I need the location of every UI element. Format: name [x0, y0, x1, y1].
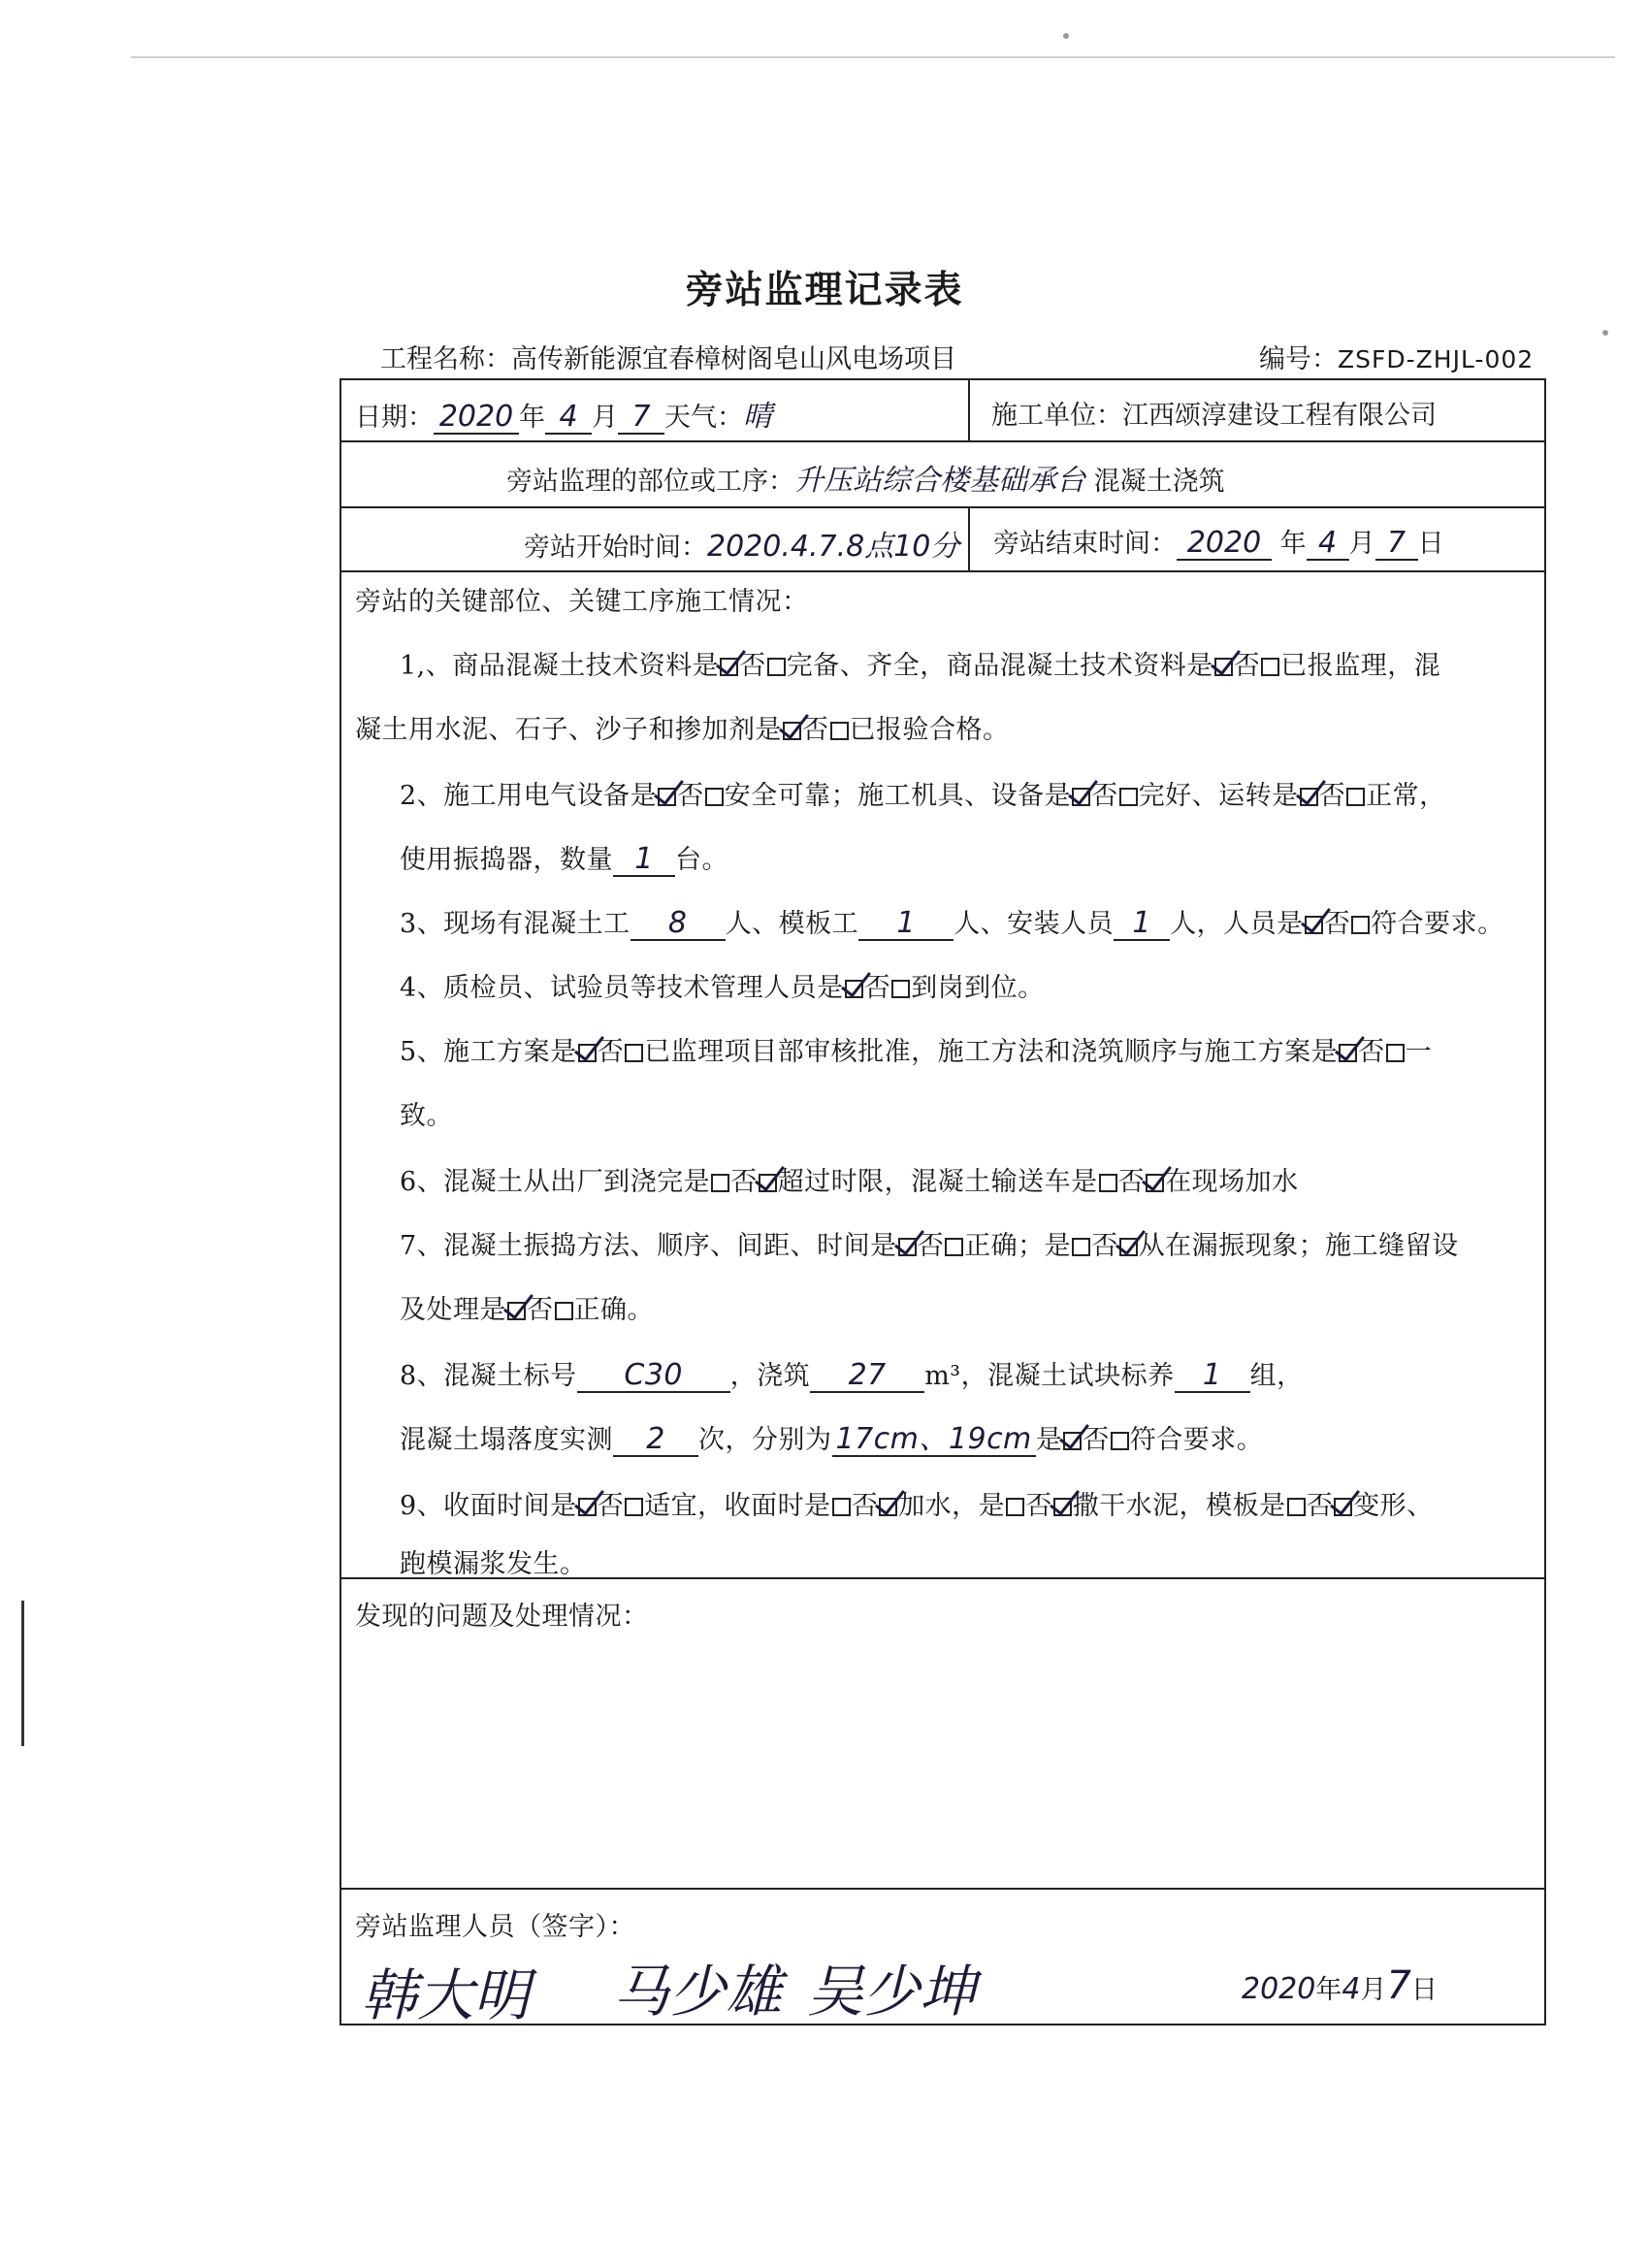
column-divider [968, 508, 970, 570]
checkbox[interactable] [555, 1302, 573, 1320]
scan-edge-mark [21, 1601, 24, 1746]
slump-values: 17cm、19cm [832, 1423, 1036, 1457]
vibrator-count: 1 [613, 843, 675, 877]
signature-name: 马少雄 [613, 1959, 783, 2025]
project-label: 工程名称： [380, 344, 511, 374]
checkbox[interactable] [845, 980, 863, 998]
issues-heading: 发现的问题及处理情况： [355, 1602, 649, 1632]
signature-year: 2020 [1242, 1972, 1316, 2006]
checkbox[interactable] [830, 722, 849, 740]
concrete-workers: 8 [630, 907, 726, 941]
item-2-line-1: 2、施工用电气设备是 否 安全可靠；施工机具、设备是 否 完好、运转是 否 正常， [400, 781, 1446, 811]
weather-value: 晴 [743, 400, 772, 434]
checkbox[interactable] [1261, 658, 1279, 676]
signature-section [341, 1890, 1544, 2028]
checkbox[interactable] [783, 722, 801, 740]
checkbox[interactable] [705, 788, 724, 806]
part-label: 旁站监理的部位或工序： [506, 467, 794, 497]
checkbox[interactable] [879, 1498, 897, 1516]
concrete-grade: C30 [577, 1359, 730, 1393]
signature-label: 旁站监理人员（签字）： [355, 1912, 635, 1942]
checkbox[interactable] [759, 1174, 777, 1192]
checkbox[interactable] [625, 1044, 643, 1062]
checkbox[interactable] [1386, 1044, 1405, 1062]
checkbox[interactable] [1346, 788, 1365, 806]
end-year-unit: 年 [1279, 529, 1307, 559]
date-month: 4 [545, 401, 592, 435]
checkbox[interactable] [1300, 788, 1318, 806]
end-month: 4 [1307, 527, 1349, 561]
checkbox[interactable] [945, 1238, 963, 1256]
installers: 1 [1114, 907, 1170, 941]
checkbox[interactable] [1072, 788, 1090, 806]
part-suffix: 混凝土浇筑 [1093, 467, 1225, 497]
checkbox[interactable] [625, 1498, 643, 1516]
item-7-line-2: 及处理是 否 正确。 [400, 1295, 654, 1325]
checkbox[interactable] [891, 980, 910, 998]
code-label: 编号： [1259, 344, 1338, 374]
pour-volume: 27 [810, 1359, 924, 1393]
signature-name: 韩大明 [361, 1962, 531, 2028]
checkbox[interactable] [711, 1174, 729, 1192]
end-day: 7 [1375, 527, 1418, 561]
project-name: 高传新能源宜春樟树阁皂山风电场项目 [511, 344, 956, 374]
part-value: 升压站综合楼基础承台 [794, 464, 1085, 498]
item-3: 3、现场有混凝土工 8 人、模板工 1 人、安装人员 1 人，人员是 否 符合要求。 [400, 906, 1504, 940]
test-block-groups: 1 [1175, 1359, 1250, 1393]
checkbox[interactable] [1214, 658, 1233, 676]
date-year: 2020 [434, 401, 519, 435]
checkbox[interactable] [898, 1238, 917, 1256]
checkbox[interactable] [578, 1498, 597, 1516]
end-label: 旁站结束时间： [993, 529, 1177, 559]
item-7-line-1: 7、混凝土振捣方法、顺序、间距、时间是 否 正确；是 否 从在漏振现象；施工缝留设 [400, 1231, 1459, 1261]
signature-name: 吴少坤 [807, 1959, 977, 2025]
end-month-unit: 月 [1348, 529, 1375, 559]
checkbox[interactable] [1119, 1238, 1138, 1256]
checkbox[interactable] [1351, 916, 1370, 934]
scan-speck [1602, 330, 1608, 336]
formwork-workers: 1 [858, 907, 954, 941]
checkbox[interactable] [1334, 1498, 1352, 1516]
item-5-line-1: 5、施工方案是 否 已监理项目部审核批准，施工方法和浇筑顺序与施工方案是 否 一 [400, 1037, 1433, 1067]
item-1-line-2: 凝土用水泥、石子、沙子和掺加剂是 否 已报验合格。 [355, 715, 1010, 745]
unit-label: 施工单位： [991, 401, 1122, 431]
time-row [341, 508, 1544, 572]
code-value: ZSFD-ZHJL-002 [1338, 345, 1535, 373]
checkbox[interactable] [1339, 1044, 1357, 1062]
item-5-line-2: 致。 [400, 1101, 453, 1131]
page-title: 旁站监理记录表 [685, 268, 964, 312]
checkbox[interactable] [658, 788, 676, 806]
code-line [1259, 338, 1534, 375]
project-line [380, 338, 956, 375]
item-2-line-2: 使用振捣器，数量 1 台。 [400, 842, 728, 876]
checkbox[interactable] [832, 1498, 851, 1516]
scan-speck [1063, 33, 1069, 39]
key-heading: 旁站的关键部位、关键工序施工情况： [355, 587, 809, 617]
item-9-line-2: 跑模漏浆发生。 [400, 1549, 587, 1579]
checkbox[interactable] [720, 658, 738, 676]
end-day-unit: 日 [1417, 529, 1444, 559]
item-6: 6、混凝土从出厂到浇完是 否 超过时限，混凝土输送车是 否 在现场加水 [400, 1167, 1299, 1197]
item-1-line-1: 1,、商品混凝土技术资料是 否 完备、齐全，商品混凝土技术资料是 否 已报监理，混 [400, 651, 1441, 681]
unit-value: 江西颂淳建设工程有限公司 [1122, 401, 1437, 431]
date-label: 日期： [355, 403, 434, 433]
start-time: 2020.4.7.8点10分 [707, 530, 960, 564]
checkbox[interactable] [1006, 1498, 1024, 1516]
checkbox[interactable] [578, 1044, 597, 1062]
checkbox[interactable] [1111, 1432, 1129, 1450]
scan-edge-line [131, 56, 1615, 58]
checkbox[interactable] [1063, 1432, 1082, 1450]
checkbox[interactable] [1099, 1174, 1117, 1192]
column-divider [968, 380, 970, 440]
checkbox[interactable] [767, 658, 786, 676]
item-9-line-1: 9、收面时间是 否 适宜，收面时是 否 加水，是 否 撒干水泥，模板是 否 变形、 [400, 1491, 1434, 1521]
checkbox[interactable] [1072, 1238, 1090, 1256]
weather-label: 天气： [664, 403, 743, 433]
date-row [341, 380, 1544, 442]
item-4: 4、质检员、试验员等技术管理人员是 否 到岗到位。 [400, 973, 1045, 1003]
date-year-unit: 年 [519, 403, 545, 433]
signature-month: 4 [1342, 1972, 1361, 2006]
key-items-section [341, 572, 1544, 1579]
checkbox[interactable] [1119, 788, 1138, 806]
slump-test-times: 2 [613, 1423, 698, 1457]
issues-section [341, 1579, 1544, 1890]
checkbox[interactable] [507, 1302, 526, 1320]
checkbox[interactable] [1305, 916, 1323, 934]
part-row [341, 442, 1544, 508]
record-form [340, 378, 1546, 2028]
checkbox[interactable] [1146, 1174, 1164, 1192]
date-month-unit: 月 [592, 403, 618, 433]
date-day: 7 [618, 401, 664, 435]
start-label: 旁站开始时间： [524, 533, 707, 563]
signature-day: 7 [1386, 1963, 1411, 2008]
item-8-line-2: 混凝土塌落度实测 2 次，分别为 17cm、19cm 是 否 符合要求。 [400, 1422, 1264, 1456]
checkbox[interactable] [1053, 1498, 1072, 1516]
signature-date: 2020年4月7日 [1242, 1963, 1438, 2008]
checkbox[interactable] [1287, 1498, 1306, 1516]
end-year: 2020 [1177, 527, 1272, 561]
item-8-line-1: 8、混凝土标号 C30 ，浇筑 27 m³，混凝土试块标养 1 组， [400, 1358, 1304, 1392]
